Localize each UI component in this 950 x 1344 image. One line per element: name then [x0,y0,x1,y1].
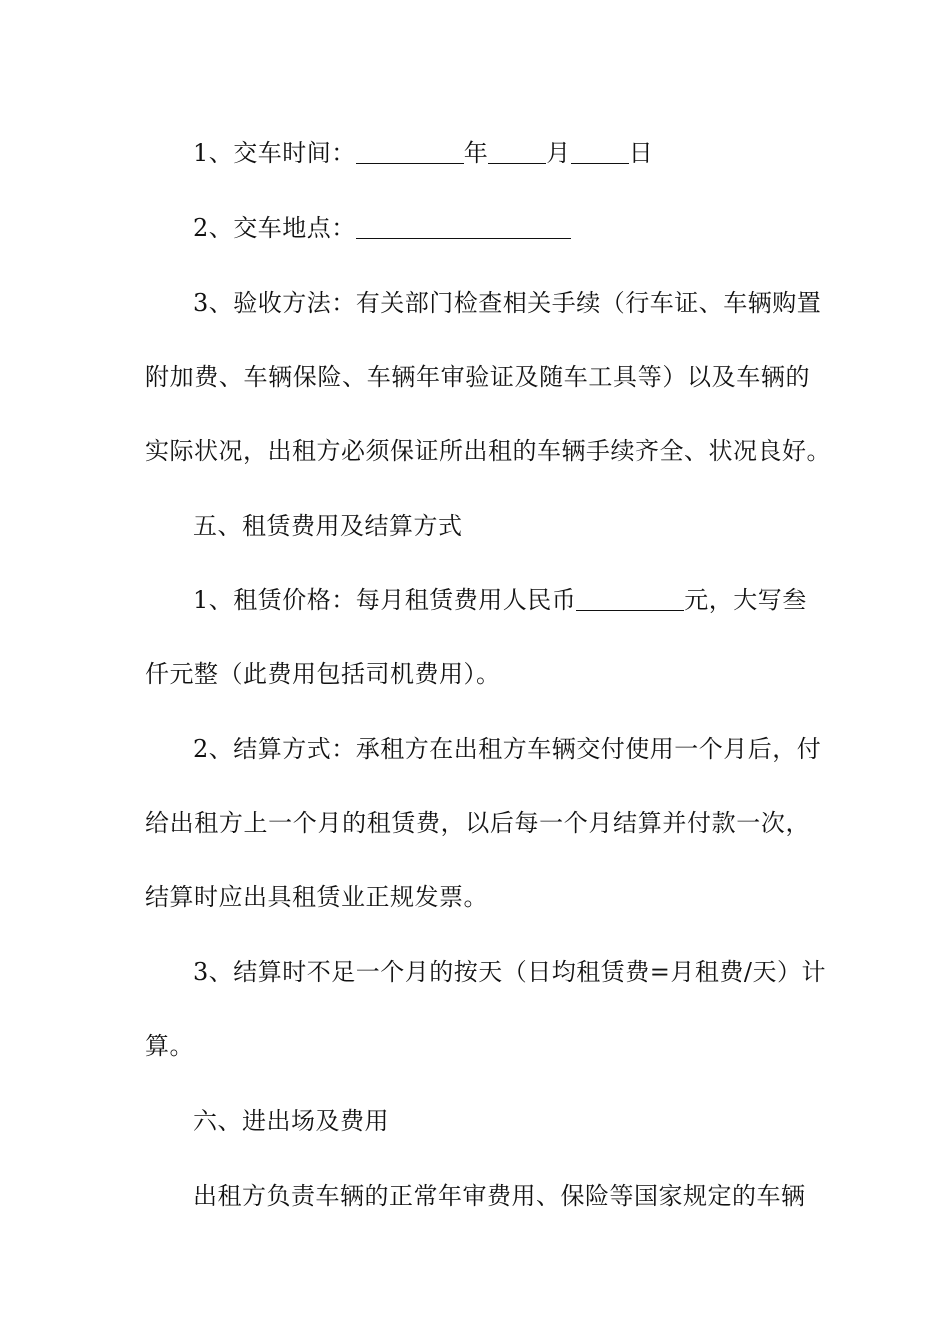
acceptance-line-2: 附加费、车辆保险、车辆年审验证及随车工具等）以及车辆的 [145,363,810,391]
settlement-line-2: 给出租方上一个月的租赁费，以后每一个月结算并付款一次， [145,809,810,837]
day-label: 日 [628,139,654,167]
place-blank [356,216,571,239]
price-blank [576,588,684,611]
year-blank [356,141,464,164]
acceptance-line-3: 实际状况，出租方必须保证所出租的车辆手续齐全、状况良好。 [145,437,831,465]
day-blank [571,141,629,164]
section6-para-line-1: 出租方负责车辆的正常年审费用、保险等国家规定的车辆 [193,1182,806,1210]
section5-heading: 五、租赁费用及结算方式 [193,512,463,540]
price-prefix: 1、租赁价格：每月租赁费用人民币 [193,586,577,614]
settlement-line-1: 2、结算方式：承租方在出租方车辆交付使用一个月后，付 [193,735,822,763]
month-blank [488,141,546,164]
delivery-time-line [193,138,858,168]
delivery-time-label: 1、交车时间： [193,139,356,167]
price-line-2: 仟元整（此费用包括司机费用）。 [145,660,501,688]
price-suffix: 元，大写叁 [684,586,807,614]
partial-month-line-2: 算。 [145,1032,194,1060]
delivery-place-label: 2、交车地点： [193,214,356,242]
year-label: 年 [463,139,489,167]
settlement-line-3: 结算时应出具租赁业正规发票。 [145,883,488,911]
month-label: 月 [546,139,571,167]
partial-month-line-1: 3、结算时不足一个月的按天（日均租赁费=月租费/天）计 [193,958,826,986]
delivery-place-line [193,213,858,243]
price-line-1 [193,585,858,615]
acceptance-line-1: 3、验收方法：有关部门检查相关手续（行车证、车辆购置 [193,289,822,317]
section6-heading: 六、进出场及费用 [193,1107,389,1135]
